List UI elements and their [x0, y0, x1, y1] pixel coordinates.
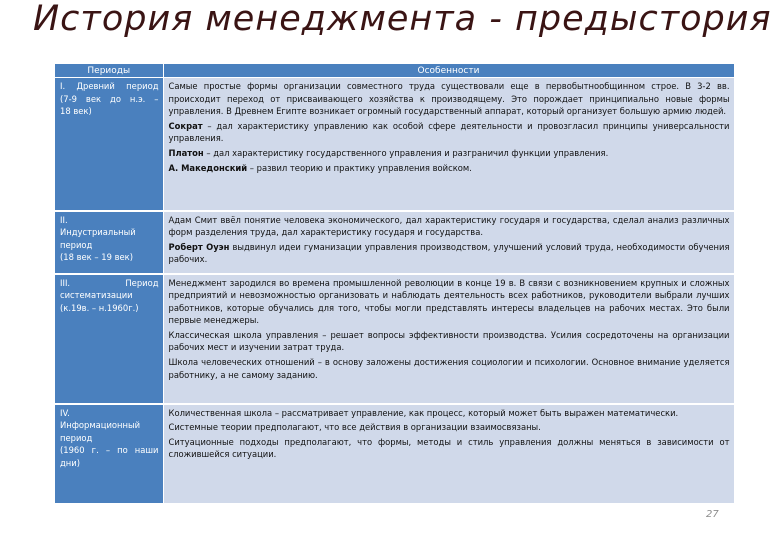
period-dates: 18 век): [60, 106, 92, 117]
slide-title: История менеджмента - предыстория: [33, 0, 772, 39]
person-name: Сократ: [168, 120, 203, 131]
period-cell: [55, 274, 163, 404]
description-paragraph: [169, 162, 730, 175]
period-cell: [55, 78, 163, 211]
table-row: [55, 211, 734, 274]
description-cell: [163, 78, 734, 211]
description-paragraph: [169, 329, 730, 354]
table-header-row: [55, 64, 734, 78]
table-row: [55, 78, 734, 211]
period-label: Информационный: [60, 420, 141, 431]
period-dates: (1960 г. – по наши: [60, 445, 159, 456]
table-row: [55, 274, 734, 404]
description-paragraph: [169, 120, 730, 145]
person-name: Платон: [168, 147, 204, 158]
paragraph-text: Самые простые формы организации совместного труда существовали еще в первобытнообщинном строе. В 3-2 вв. происходит переход от присваивающего хозяйства к производящему. Это порождает принципиально новые формы управления. В Древнем Египте возникает огромный государственный аппарат, который организует большую армию людей.: [168, 81, 730, 117]
description-paragraph: [169, 277, 730, 327]
period-cell: [55, 404, 163, 504]
paragraph-text: Адам Смит ввёл понятие человека экономического, дал характеристику государя и государства, сделал анализ различных форм разделения труда, дал характеристику государя и государства.: [168, 214, 730, 238]
person-name: Роберт Оуэн: [168, 241, 230, 252]
period-label: систематизации: [60, 290, 133, 301]
period-dates: (7-9 век до н.э. –: [60, 93, 159, 104]
period-label: период: [60, 239, 93, 250]
period-label: IV.: [60, 407, 70, 418]
header-features: Особенности: [163, 64, 734, 78]
description-paragraph: [169, 241, 730, 266]
paragraph-text: Менеджмент зародился во времена промышленной революции в конце 19 в. В связи с возникновением крупных и сложных предприятий и невозможностью организовать и наблюдать деятельность всех работников, руководители выбрали лучших работников, которые обучались для того, чтобы могли представлять интересы владельцев на рабочих местах. Это были первые менеджеры.: [168, 277, 730, 326]
period-label: Индустриальный: [60, 227, 136, 238]
paragraph-text: – дал характеристику государственного управления и разграничил функции управления.: [203, 147, 609, 158]
page-number: 27: [706, 509, 719, 520]
period-dates: дни): [60, 457, 80, 468]
header-periods: Периоды: [55, 64, 163, 78]
paragraph-text: Школа человеческих отношений – в основу заложены достижения социологии и психологии. Основное внимание уделяется работнику, а не самому заданию.: [168, 357, 730, 380]
description-paragraph: [169, 421, 730, 434]
description-paragraph: [169, 80, 730, 118]
period-dates: (к.19в. – н.1960г.): [60, 302, 139, 313]
paragraph-text: – развил теорию и практику управления войском.: [247, 162, 472, 173]
paragraph-text: Ситуационные подходы предполагают, что формы, методы и стиль управления должны меняться в зависимости от сложившейся ситуации.: [168, 436, 730, 460]
history-table: [55, 64, 735, 505]
period-label: I. Древний период: [60, 81, 159, 91]
paragraph-text: Системные теории предполагают, что все действия в организации взаимосвязаны.: [168, 422, 541, 433]
paragraph-text: выдвинул идеи гуманизации управления производством, улучшений условий труда, необходимости обучения рабочих.: [168, 241, 730, 265]
description-paragraph: [169, 436, 730, 461]
description-paragraph: [169, 147, 730, 160]
period-label: период: [60, 432, 93, 443]
paragraph-text: Классическая школа управления – решает вопросы эффективности производства. Усилия сосредоточены на организации рабочих мест и изучении затрат труда.: [168, 329, 730, 353]
table-row: [55, 404, 734, 504]
description-paragraph: [169, 407, 730, 420]
description-cell: [163, 211, 734, 274]
person-name: А. Македонский: [168, 162, 248, 173]
description-cell: [163, 274, 734, 404]
description-paragraph: [169, 356, 730, 381]
paragraph-text: Количественная школа – рассматривает управление, как процесс, который может быть выражен математически.: [168, 407, 679, 418]
paragraph-text: – дал характеристику управлению как особой сфере деятельности и провозгласил принципы универсальности управления.: [168, 120, 730, 144]
period-cell: [55, 211, 163, 274]
period-dates: (18 век – 19 век): [60, 252, 133, 263]
period-label: III. Период: [60, 277, 159, 288]
description-cell: [163, 404, 734, 504]
period-label: II.: [60, 214, 68, 225]
description-paragraph: [169, 214, 730, 239]
